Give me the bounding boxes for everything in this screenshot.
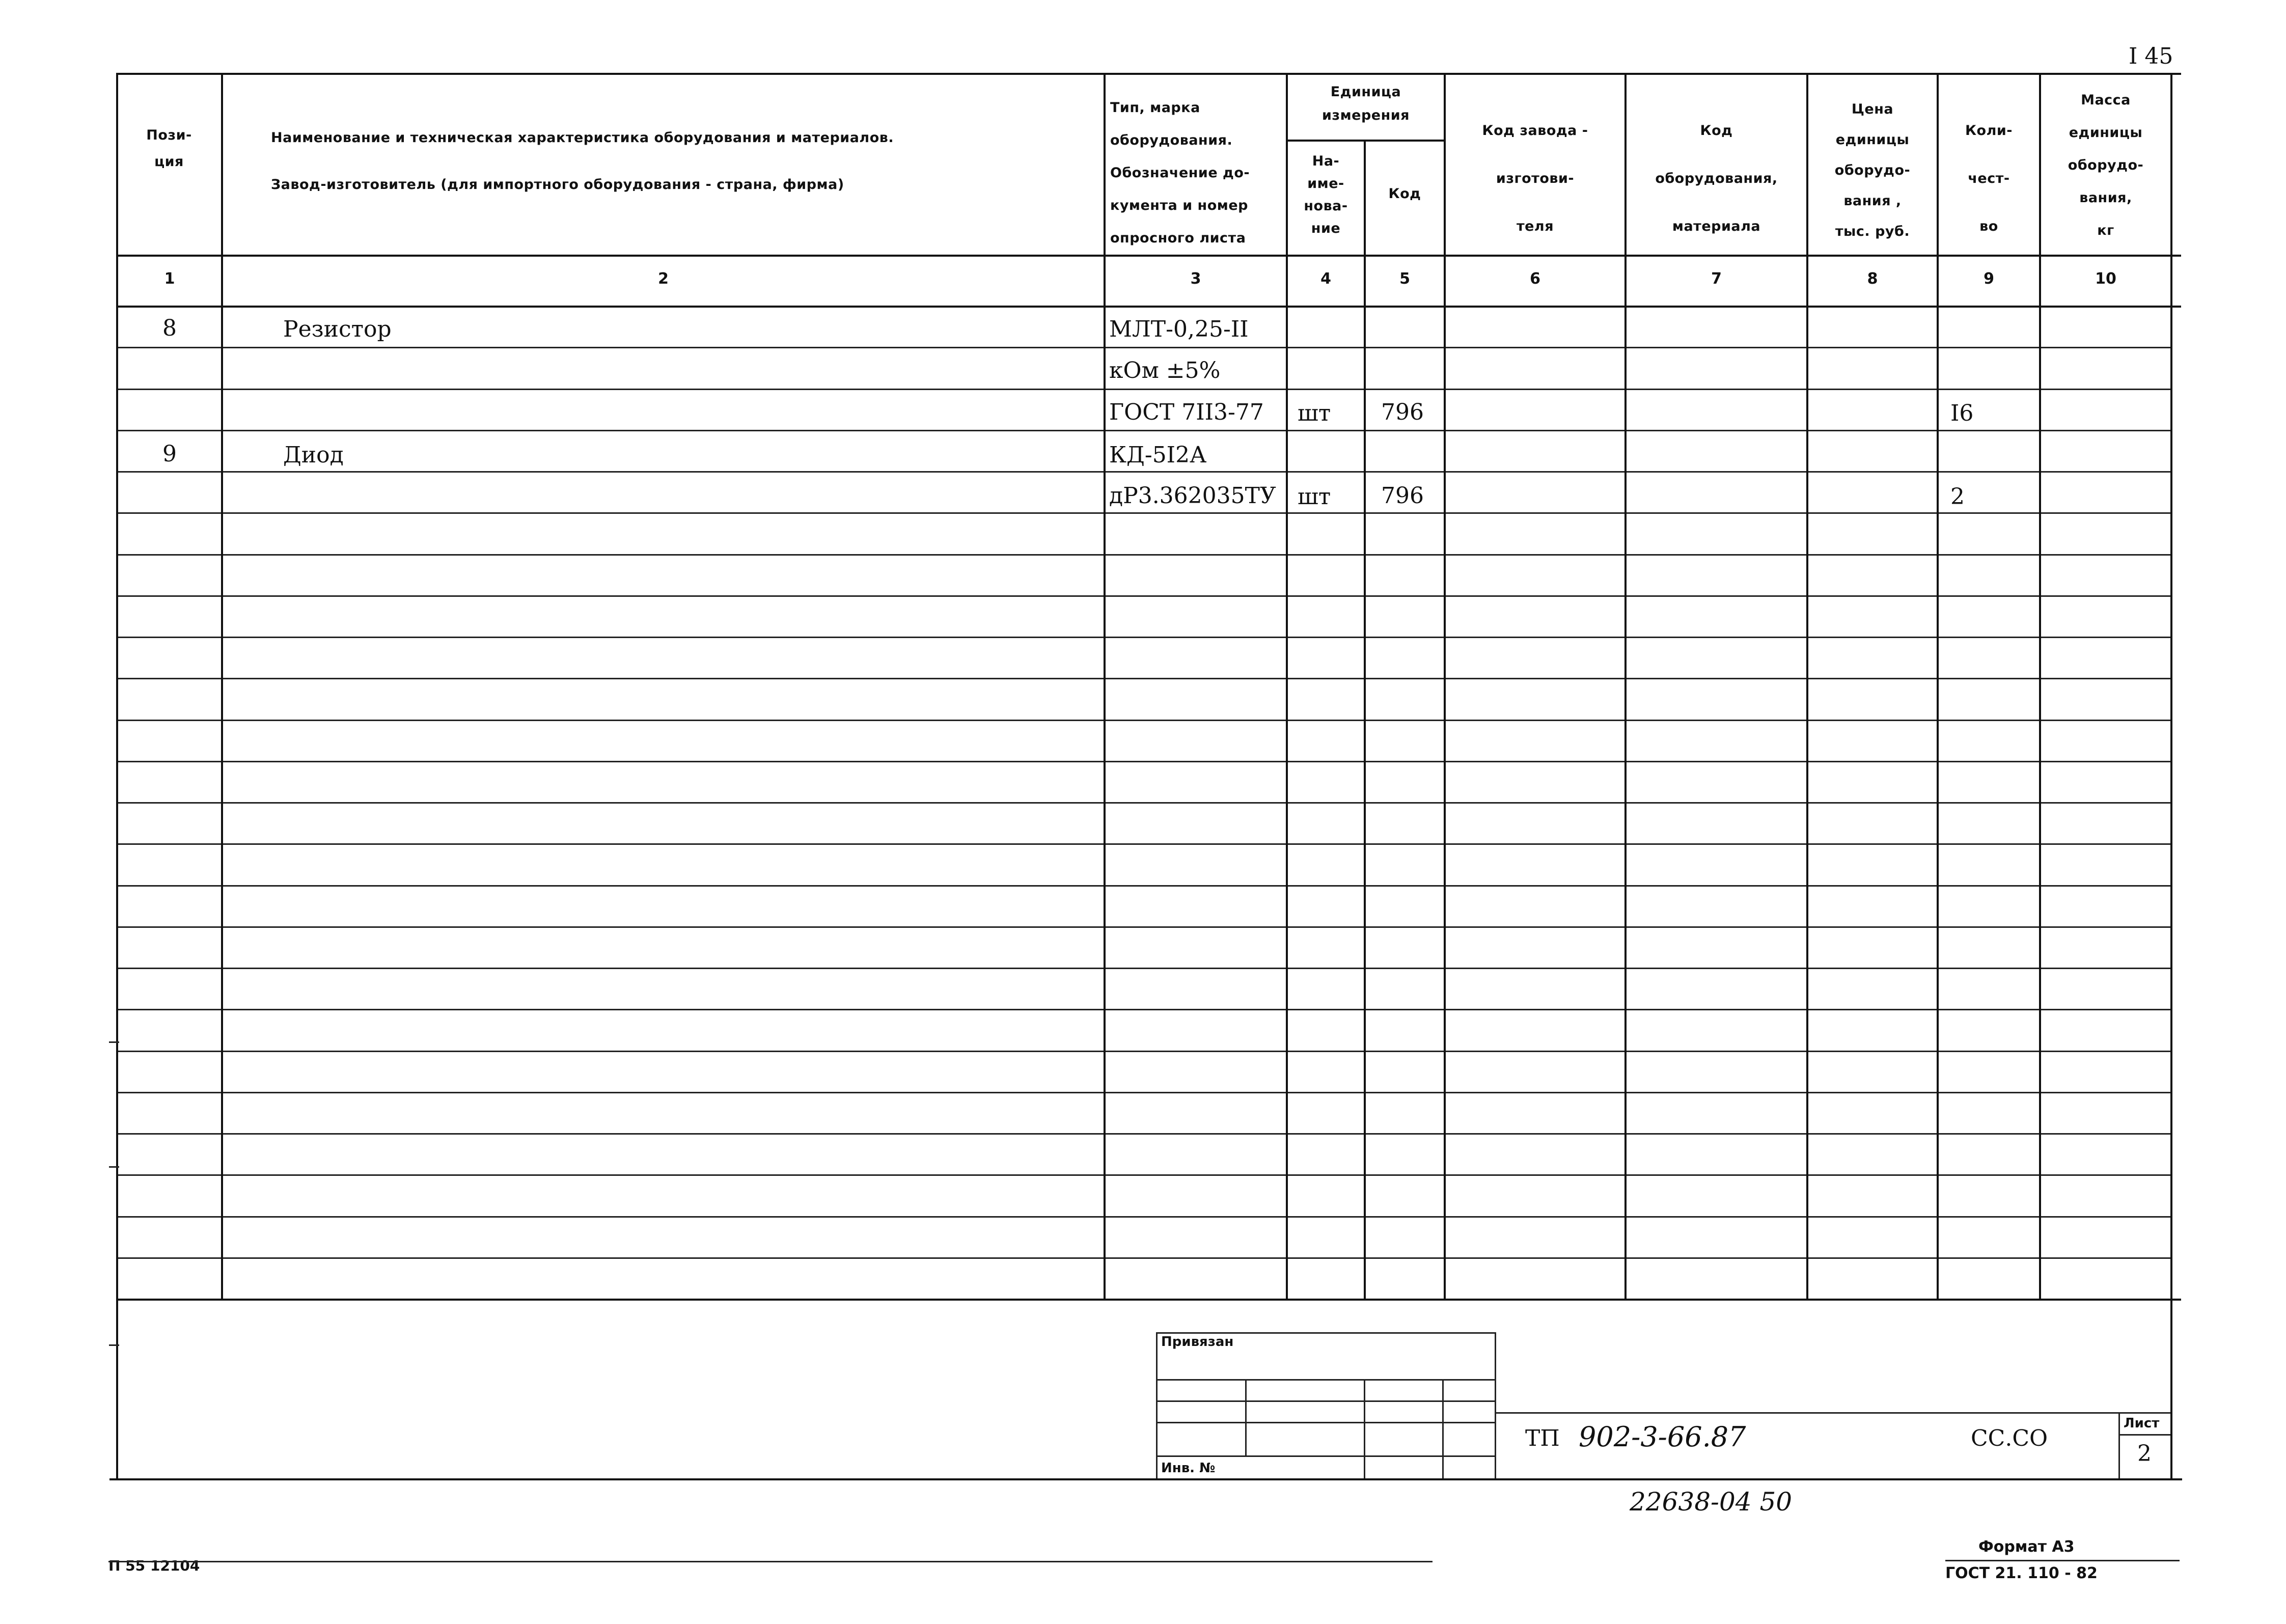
header-unit-name-line: нова-: [1304, 198, 1348, 214]
row-type: дР3.362035ТУ: [1109, 483, 1276, 509]
stamp-vline: [1364, 1379, 1365, 1478]
row-divider-line: [116, 595, 2171, 597]
row-divider-line: [116, 1092, 2171, 1093]
column-number: 6: [1530, 270, 1540, 288]
col-line-9: [2039, 73, 2041, 1299]
header-name: [271, 115, 1101, 208]
stamp-sheet-label: Лист: [2124, 1416, 2160, 1431]
col-line-2: [1104, 73, 1106, 1299]
format-underline: [1945, 1560, 2180, 1561]
header-type-line: кумента и номер: [1110, 198, 1248, 213]
stamp-sheet-number: 2: [2137, 1441, 2152, 1467]
header-mass-line: единицы: [2069, 125, 2143, 141]
col-line-8: [1937, 73, 1939, 1299]
header-unit-group: [1288, 80, 1444, 127]
header-type-line: опросного листа: [1110, 230, 1246, 246]
margin-tick: [109, 1041, 119, 1043]
row-divider-line: [116, 554, 2171, 556]
header-maker-code-line: Код завода -: [1482, 123, 1588, 139]
col-line-3: [1286, 73, 1288, 1299]
row-unit: шт: [1298, 400, 1331, 426]
row-quantity: 2: [1950, 484, 1965, 510]
header-unit-group-line: измерения: [1321, 107, 1410, 123]
row-position: 8: [162, 315, 177, 341]
header-mass-line: вания,: [2079, 190, 2132, 206]
row-divider-line: [116, 1009, 2171, 1010]
row-divider-line: [116, 720, 2171, 721]
header-maker-code-line: изготови-: [1496, 171, 1575, 186]
row-type: ГОСТ 7II3-77: [1109, 399, 1264, 425]
colnum-divider-line: [116, 306, 2181, 308]
header-unit-name: [1288, 150, 1364, 240]
column-number: 1: [164, 270, 175, 288]
row-divider-line: [116, 347, 2171, 348]
header-equip-code: [1627, 107, 1806, 251]
row-quantity: I6: [1950, 400, 1974, 426]
header-mass: [2041, 84, 2170, 247]
column-number: 2: [658, 270, 669, 288]
row-divider-line: [116, 512, 2171, 514]
header-divider-line: [116, 255, 2181, 257]
header-unit-name-line: име-: [1307, 176, 1344, 191]
header-price-line: единицы: [1835, 132, 1910, 148]
col-line-7: [1806, 73, 1808, 1299]
row-unit: шт: [1298, 484, 1331, 510]
stamp-privyazan: Привязан: [1161, 1334, 1234, 1350]
handwritten-registration: 22638-04 50: [1630, 1487, 1793, 1517]
stamp-doc-number: 902-3-66.87: [1579, 1421, 1746, 1453]
header-unit-name-line: На-: [1312, 153, 1340, 169]
header-qty-line: чест-: [1968, 171, 2010, 186]
header-type-line: Обозначение до-: [1110, 165, 1250, 181]
row-unit-code: 796: [1381, 483, 1424, 509]
stamp-line: [1156, 1400, 1495, 1402]
stamp-line: [2118, 1434, 2170, 1436]
stamp-line: [1495, 1412, 2170, 1414]
margin-tick: [109, 1344, 119, 1346]
col-line-1: [221, 73, 223, 1299]
row-divider-line: [116, 471, 2171, 473]
header-qty-line: Коли-: [1965, 123, 2013, 139]
row-divider-line: [116, 637, 2171, 638]
corner-page-number: I 45: [2129, 43, 2173, 69]
column-number: 4: [1320, 270, 1331, 288]
row-divider-line: [116, 802, 2171, 804]
row-type: КД-5I2А: [1109, 442, 1207, 468]
row-divider-line: [116, 926, 2171, 928]
row-unit-code: 796: [1381, 399, 1424, 425]
margin-tick: [109, 1166, 119, 1168]
header-position-line: ция: [154, 154, 184, 170]
row-divider-line: [116, 761, 2171, 762]
stamp-line: [1156, 1332, 1495, 1334]
stamp-inv-no: Инв. №: [1161, 1461, 1216, 1476]
header-type: [1110, 92, 1286, 255]
header-unit-name-line: ние: [1311, 221, 1341, 236]
col-line-4: [1364, 140, 1366, 1299]
header-position-line: Пози-: [146, 127, 192, 143]
stamp-vline: [1245, 1379, 1247, 1455]
row-name: Диод: [283, 442, 344, 468]
row-type: кОм ±5%: [1109, 357, 1221, 383]
header-price: [1808, 94, 1937, 247]
header-maker-code-line: теля: [1516, 218, 1554, 234]
row-position: 9: [162, 441, 177, 467]
stamp-vline: [1495, 1332, 1496, 1478]
col-line-5: [1444, 73, 1446, 1299]
column-number: 10: [2095, 270, 2116, 288]
row-divider-line: [116, 678, 2171, 679]
footer-line: [108, 1561, 1433, 1562]
stamp-line: [1156, 1455, 1495, 1457]
col-line-6: [1624, 73, 1627, 1299]
header-type-line: Тип, марка: [1110, 100, 1200, 116]
column-number: 3: [1190, 270, 1201, 288]
header-unit-group-line: Единица: [1330, 84, 1401, 100]
header-maker-code: [1446, 107, 1624, 251]
frame-right-line: [2170, 73, 2172, 1479]
stamp-line: [1156, 1379, 1495, 1381]
row-divider-line: [116, 1133, 2171, 1135]
row-divider-line: [116, 389, 2171, 390]
header-name-line: Завод-изготовитель (для импортного оборудования - страна, фирма): [271, 177, 844, 192]
header-equip-code-line: материала: [1672, 218, 1761, 234]
header-qty: [1939, 107, 2039, 251]
row-divider-line: [116, 1257, 2171, 1259]
gost-label: ГОСТ 21. 110 - 82: [1945, 1564, 2098, 1582]
header-mass-line: оборудо-: [2068, 157, 2144, 173]
row-divider-line: [116, 885, 2171, 887]
header-position: [119, 122, 219, 175]
header-type-line: оборудования.: [1110, 132, 1233, 148]
stamp-doc-code: СС.СО: [1971, 1425, 2048, 1451]
frame-bottom-line: [109, 1478, 2182, 1480]
stamp-doc-prefix: ТП: [1525, 1425, 1560, 1451]
header-mass-line: кг: [2097, 223, 2114, 238]
header-price-line: вания ,: [1843, 193, 1902, 209]
row-divider-line: [116, 1216, 2171, 1218]
row-divider-line: [116, 430, 2171, 431]
frame-top-line: [116, 73, 2181, 75]
header-qty-line: во: [1979, 218, 1998, 234]
row-name: Резистор: [283, 316, 392, 342]
row-divider-line: [116, 1051, 2171, 1052]
format-label: Формат А3: [1978, 1538, 2075, 1556]
header-name-line: Наименование и техническая характеристика оборудования и материалов.: [271, 130, 894, 146]
column-number: 5: [1399, 270, 1410, 288]
row-type: МЛТ-0,25-II: [1109, 316, 1249, 342]
header-unit-code: Код: [1388, 186, 1421, 202]
row-divider-line: [116, 1174, 2171, 1176]
column-number: 8: [1867, 270, 1878, 288]
stamp-vline: [1442, 1379, 1444, 1478]
column-number: 9: [1984, 270, 1994, 288]
header-mass-line: Масса: [2081, 92, 2131, 108]
stamp-vline: [1156, 1332, 1158, 1478]
header-price-line: Цена: [1851, 101, 1894, 117]
table-bottom-line: [116, 1299, 2181, 1301]
header-equip-code-line: оборудования,: [1655, 171, 1778, 186]
header-price-line: тыс. руб.: [1835, 224, 1910, 239]
row-divider-line: [116, 968, 2171, 969]
header-price-line: оборудо-: [1834, 162, 1911, 178]
footer-left-code: П 55 12104: [108, 1557, 200, 1574]
column-number: 7: [1711, 270, 1722, 288]
stamp-line: [1156, 1422, 1495, 1423]
row-divider-line: [116, 843, 2171, 845]
header-equip-code-line: Код: [1700, 123, 1733, 139]
